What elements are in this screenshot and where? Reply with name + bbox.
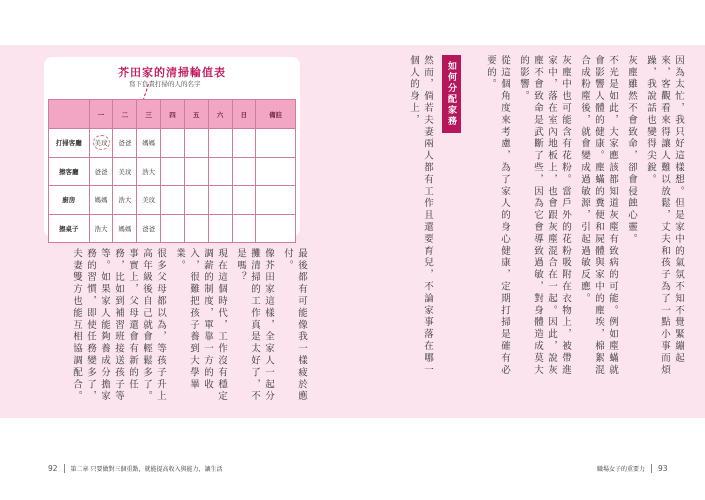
- left-footer: [48, 464, 222, 473]
- running-title: 職場女子的重要力: [597, 466, 646, 473]
- table-cell: [232, 157, 256, 186]
- table-cell: [89, 129, 113, 158]
- table-cell: [184, 129, 208, 158]
- table-cell: [161, 129, 185, 158]
- running-title: 第二章 只要做對三個重點，就能提高收入與能力，讓生活: [70, 466, 223, 473]
- table-row: [49, 186, 296, 215]
- table-cell: [232, 186, 256, 215]
- header-cell: 備註: [256, 100, 296, 129]
- task-cell: 廚房: [49, 186, 90, 215]
- table-cell: [256, 129, 296, 158]
- table-cell: [208, 157, 232, 186]
- table-cell: [256, 157, 296, 186]
- header-cell: 六: [208, 100, 232, 129]
- right-body-text-top: [470, 55, 685, 385]
- table-cell: [184, 157, 208, 186]
- left-body-text: [58, 248, 308, 413]
- table-cell: 爸爸: [113, 129, 137, 158]
- chore-rotation-card: [44, 57, 300, 237]
- paragraph: 灰塵中也可能含有花粉。當戶外的花粉吸附在衣物上，被帶進家中，落在室內地板上，也會跟灰塵混合在一起。因此，說灰塵不會致命是武斷了些，因為它會導致過敏，對身體造成莫大的影響。: [518, 55, 571, 377]
- table-cell: 美玟: [137, 186, 161, 215]
- header-cell: 三: [137, 100, 161, 129]
- table-cell: [184, 214, 208, 243]
- table-row: [49, 129, 296, 158]
- paragraph: 很多父母都以為，等孩子升上高年級後自己就會輕鬆多了。事實上，父母還會有新的任務，比如到補習班接送孩子等等。如果家人能夠養成分擔家務的習慣，即使任務變多了，夫妻雙方也能互相協調配合。: [71, 248, 166, 403]
- table-cell: 媽媽: [137, 129, 161, 158]
- header-cell: 二: [113, 100, 137, 129]
- table-cell: 美玟: [113, 157, 137, 186]
- table-cell: [161, 186, 185, 215]
- table-row: [49, 157, 296, 186]
- table-cell: [184, 186, 208, 215]
- table-note: 寫下負責打掃的人的名字: [129, 80, 201, 88]
- right-body-text-bottom: [402, 55, 434, 385]
- section-heading: 如何分配家務: [442, 55, 461, 133]
- task-cell: 擦桌子: [49, 214, 90, 243]
- table-cell: [256, 186, 296, 215]
- page-number: 92: [48, 464, 58, 473]
- page-number: 93: [658, 464, 668, 473]
- paragraph: 從這個角度來考慮，為了家人的身心健康，定期打掃是確有必要的。: [485, 55, 510, 377]
- task-cell: 擦客廳: [49, 157, 90, 186]
- table-cell: [256, 214, 296, 243]
- footer-divider: [64, 464, 65, 473]
- table-cell: [232, 214, 256, 243]
- table-cell: 媽媽: [113, 214, 137, 243]
- footer-divider: [651, 464, 652, 473]
- header-cell: 五: [184, 100, 208, 129]
- chore-table: [48, 99, 296, 243]
- left-page: [0, 45, 352, 418]
- table-cell: 媽媽: [89, 186, 113, 215]
- table-cell: 浩大: [113, 186, 137, 215]
- paragraph: 不光是如此，大家應該都知道灰塵有致病的可能。例如塵蟎就會影響人體的健康。塵蟎的糞便和屍體與家中的塵埃，棉絮混合成粉塵後，就會變成過敏源，引起過敏反應。: [579, 55, 618, 377]
- paragraph: 然而，倘若夫妻兩人都有工作且還要育兒，不論家事落在哪一個人的身上，: [408, 55, 433, 377]
- table-cell: [161, 214, 185, 243]
- table-cell: [208, 214, 232, 243]
- paragraph: 因為太忙，我只好這樣想。但是家中的氣氛不知不覺緊繃起來，客觀看來得讓人難以放鬆，丈夫和孩子為了一點小事而煩躁，我說話也變得尖銳。: [645, 55, 684, 377]
- paragraph: 灰塵雖然不會致命，卻會侵蝕心靈。: [626, 55, 637, 246]
- table-cell: [208, 186, 232, 215]
- task-cell: 打掃客廳: [49, 129, 90, 158]
- paragraph: 最後都有可能像我一樣疲於應付。: [282, 248, 307, 403]
- table-cell: 浩大: [137, 157, 161, 186]
- right-page: [352, 45, 705, 418]
- right-footer: [597, 464, 668, 473]
- header-cell: 四: [161, 100, 185, 129]
- header-cell: 一: [89, 100, 113, 129]
- table-row: [49, 214, 296, 243]
- paragraph: 現在這個時代，工作沒有穩定調薪的制度，單靠一方的收入，很難把孩子養到大學畢業。: [174, 248, 227, 403]
- table-cell: [208, 129, 232, 158]
- table-header-row: [49, 100, 296, 129]
- paragraph: 像芥田家這樣，全家人一起分攤清掃的工作真是太好了，不是嗎？: [235, 248, 274, 403]
- table-cell: [161, 157, 185, 186]
- table-cell: 爸爸: [89, 157, 113, 186]
- header-cell: [49, 100, 90, 129]
- table-cell: 爸爸: [137, 214, 161, 243]
- table-cell: [232, 129, 256, 158]
- header-cell: 日: [232, 100, 256, 129]
- book-spread: [0, 45, 705, 418]
- table-cell: 浩大: [89, 214, 113, 243]
- table-title: 芥田家的清掃輪值表: [118, 66, 226, 79]
- circled-name: 美玟: [93, 135, 110, 150]
